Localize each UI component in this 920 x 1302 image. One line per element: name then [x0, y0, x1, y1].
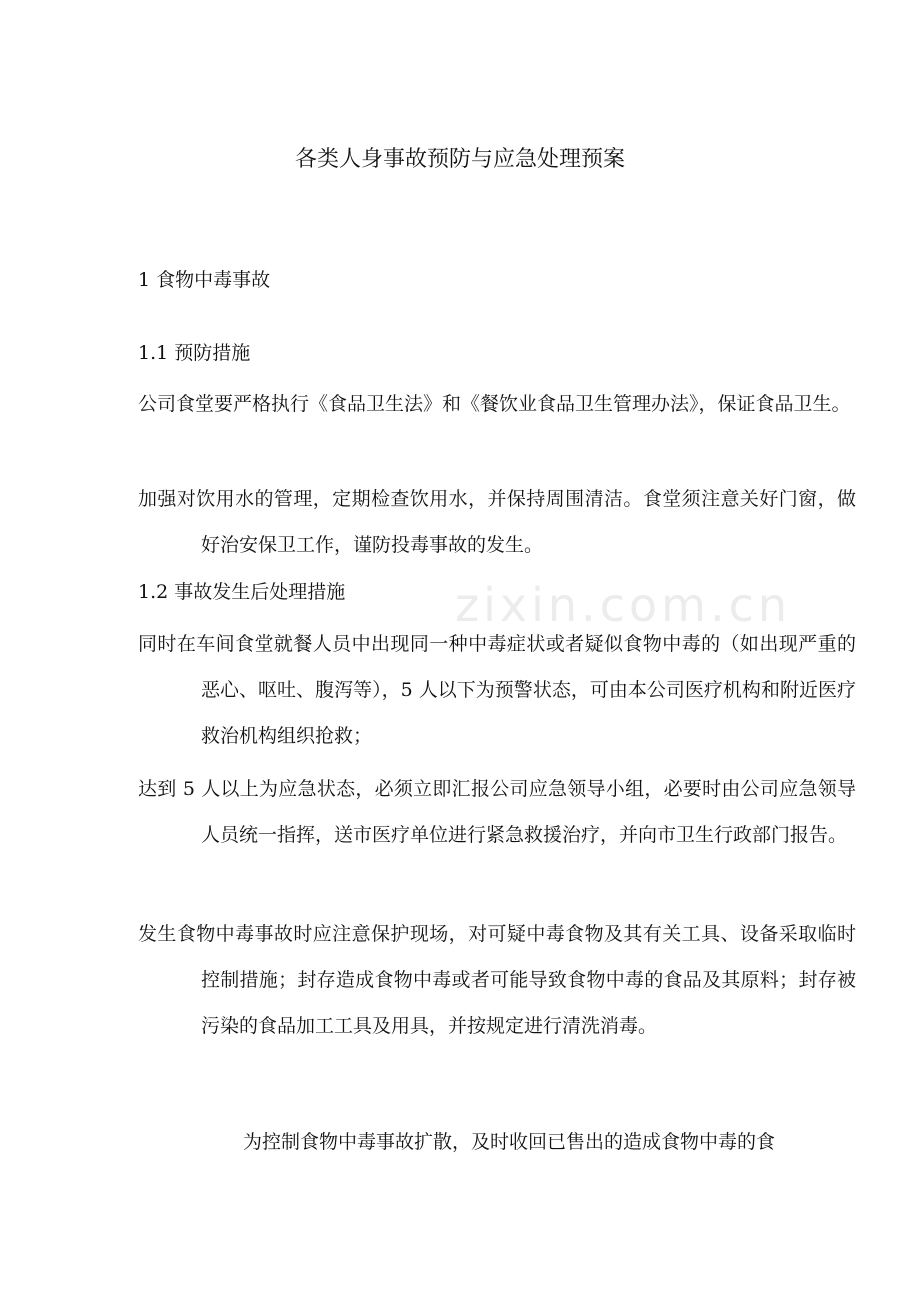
paragraph-post-incident-1: 同时在车间食堂就餐人员中出现同一种中毒症状或者疑似食物中毒的（如出现严重的恶心、呕吐、腹泻等），5 人以下为预警状态，可由本公司医疗机构和附近医疗救治机构组织抢救；	[138, 633, 856, 747]
paragraph-post-incident-4: 为控制食物中毒事故扩散，及时收回已售出的造成食物中毒的食	[243, 1131, 776, 1153]
watermark: zixin.com.cn	[455, 578, 792, 632]
document-title: 各类人身事故预防与应急处理预案	[294, 147, 625, 172]
paragraph-post-incident-2: 达到 5 人以上为应急状态，必须立即汇报公司应急领导小组，必要时由公司应急领导人员统一指挥，送市医疗单位进行紧急救援治疗，并向市卫生行政部门报告。	[138, 778, 856, 846]
subsection-heading-prevention: 1.1 预防措施	[138, 342, 251, 364]
section-heading-food-poisoning: 1 食物中毒事故	[138, 269, 271, 291]
paragraph-prevention-1: 公司食堂要严格执行《食品卫生法》和《餐饮业食品卫生管理办法》，保证食品卫生。	[138, 393, 851, 415]
subsection-heading-post-incident: 1.2 事故发生后处理措施	[138, 581, 346, 603]
paragraph-prevention-2: 加强对饮用水的管理，定期检查饮用水，并保持周围清洁。食堂须注意关好门窗，做好治安保卫工作，谨防投毒事故的发生。	[138, 488, 856, 556]
paragraph-post-incident-3: 发生食物中毒事故时应注意保护现场，对可疑中毒食物及其有关工具、设备采取临时控制措施；封存造成食物中毒或者可能导致食物中毒的食品及其原料；封存被污染的食品加工工具及用具，并按规定进行清洗消毒。	[138, 923, 856, 1037]
